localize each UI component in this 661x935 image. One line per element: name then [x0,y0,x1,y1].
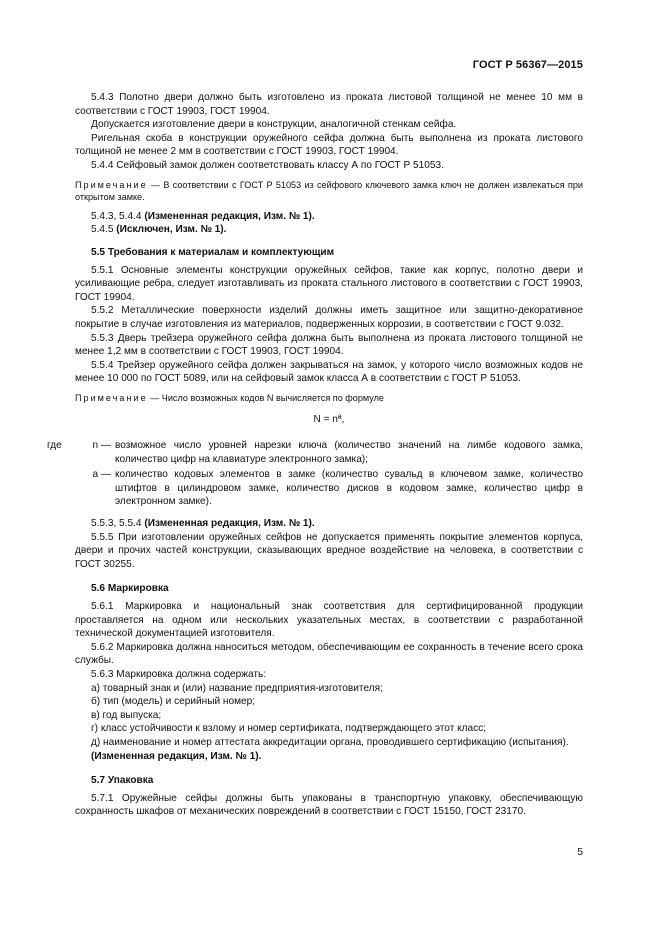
section-heading-5-7 [75,774,583,788]
paragraph-5-6-3: 5.6.3 Маркировка должна содержать: [91,668,267,680]
note-text: — В соответствии с ГОСТ Р 51053 из сейфового ключевого замка ключ не должен извлекаться при открытом замке. [75,179,583,203]
where-word: где [47,440,62,452]
section-title: Требования к материалам и комплектующим [107,246,335,258]
amendment-5-5-3 [75,517,583,531]
note-text: — Число возможных кодов N вычисляется по формуле [147,392,384,403]
paragraph-5-5-5: 5.5.5 При изготовлении оружейных сейфов не допускается применять покрытие элементов корпуса, двери и прочих частей конструкции, сказывающих вредное воздействие на человека, в соответствии с ГОСТ 30255. [75,531,583,570]
paragraph-5-4-3: 5.4.3 Полотно двери должно быть изготовлено из проката листовой толщиной не менее 10 мм в соответствии с ГОСТ 19903, ГОСТ 19904. [75,92,583,117]
formula-definition-a [75,468,583,509]
amendment-ref: 5.4.5 [91,224,114,236]
amendment-ref: 5.5.3, 5.5.4 [91,518,142,530]
section-number: 5.7 [91,775,106,787]
paragraph-5-5-3: 5.5.3 Дверь трейзера оружейного сейфа должна быть выполнена из проката листового толщиной не менее 1,2 мм в соответствии с ГОСТ 19903, ГОСТ 19904. [75,332,583,358]
list-item: г) класс устойчивости к взлому и номер сертификата, подтверждающего этот класс; [91,723,487,735]
definition-n: возможное число уровней нарезки ключа (количество значений на лимбе кодового замка, количество цифр на клавиатуре электронного замка); [115,440,583,465]
variable-a: a — [92,469,111,481]
note-code-formula [75,392,583,405]
amendment-5-6-3: (Измененная редакция, Изм. № 1). [91,750,262,762]
section-heading-5-5 [75,246,583,260]
paragraph-door-allowance: Допускается изготовление двери в конструкции, аналогичной стенкам сейфа. [91,119,457,131]
paragraph-5-6-2: 5.6.2 Маркировка должна наноситься методом, обеспечивающим ее сохранность в течение всего срока службы. [75,641,583,667]
paragraph-5-7-1: 5.7.1 Оружейные сейфы должны быть упакованы в транспортную упаковку, обеспечивающую сохранность шкафов от механических повреждений в соответствии с ГОСТ 15150, ГОСТ 23170. [75,792,583,818]
document-body [47,91,583,819]
list-item: а) товарный знак и (или) название предприятия-изготовителя; [91,682,383,694]
amendment-ref: 5.4.3, 5.4.4 [91,210,142,222]
section-heading-5-6 [75,582,583,596]
section-title: Маркировка [107,583,169,595]
formula-definition-n [47,439,583,466]
definition-a: количество кодовых элементов в замке (количество сувальд в ключевом замке, количество штифтов в цилиндровом замке, количество дисков в кодовом замке, количество цифр в электронном замке). [115,469,583,508]
paragraph-5-5-2: 5.5.2 Металлические поверхности изделий должны иметь защитное или защитно-декоративное покрытие в случае изготовления из материалов, подверженных коррозии, в соответствии с ГОСТ 9.032. [75,305,583,330]
page-number: 5 [577,847,583,858]
paragraph-5-5-1: 5.5.1 Основные элементы конструкции оружейных сейфов, такие как корпус, полотно двери и усиливающие ребра, следует изготавливать из проката стального листового в соответствии с ГОСТ 19903, ГОСТ 19904. [75,264,583,303]
amendment-text: (Измененная редакция, Изм. № 1). [144,210,315,222]
paragraph-5-6-1: 5.6.1 Маркировка и национальный знак соответствия для сертифицированной продукции проставляется на одном или нескольких указательных местах, в соответствии с разработанной технической документацией изготовителя. [75,601,583,640]
list-item: д) наименование и номер аттестата аккредитации органа, проводившего сертификацию (испытания). [91,736,569,748]
list-item: б) тип (модель) и серийный номер; [91,696,256,708]
variable-n: n — [92,440,111,452]
note-label: Примечание [75,392,148,403]
paragraph-5-4-4: 5.4.4 Сейфовый замок должен соответствовать классу А по ГОСТ Р 51053. [91,159,444,171]
note-lock-key [75,179,583,204]
document-header: ГОСТ Р 56367—2015 [472,59,583,71]
amendment-5-4-3 [75,210,583,224]
note-label: Примечание [75,179,148,190]
section-title: Упаковка [107,775,154,787]
amendment-text: (Измененная редакция, Изм. № 1). [144,518,315,530]
section-number: 5.6 [91,583,106,595]
formula: N = nª, [313,414,345,426]
amendment-5-4-5 [75,223,583,237]
list-item: в) год выпуска; [91,709,162,721]
paragraph-5-5-4: 5.5.4 Трейзер оружейного сейфа должен закрываться на замок, у которого число возможных кодов не менее 10 000 по ГОСТ 5089, или на сейфовый замок класса А в соответствии с ГОСТ Р 51053. [75,359,583,385]
section-number: 5.5 [91,246,106,258]
amendment-text: (Исключен, Изм. № 1). [116,224,227,236]
paragraph-bolt-bracket: Ригельная скоба в конструкции оружейного сейфа должна быть выполнена из проката листового толщиной не менее 2 мм в соответствии с ГОСТ 19903, ГОСТ 19904. [75,132,583,158]
